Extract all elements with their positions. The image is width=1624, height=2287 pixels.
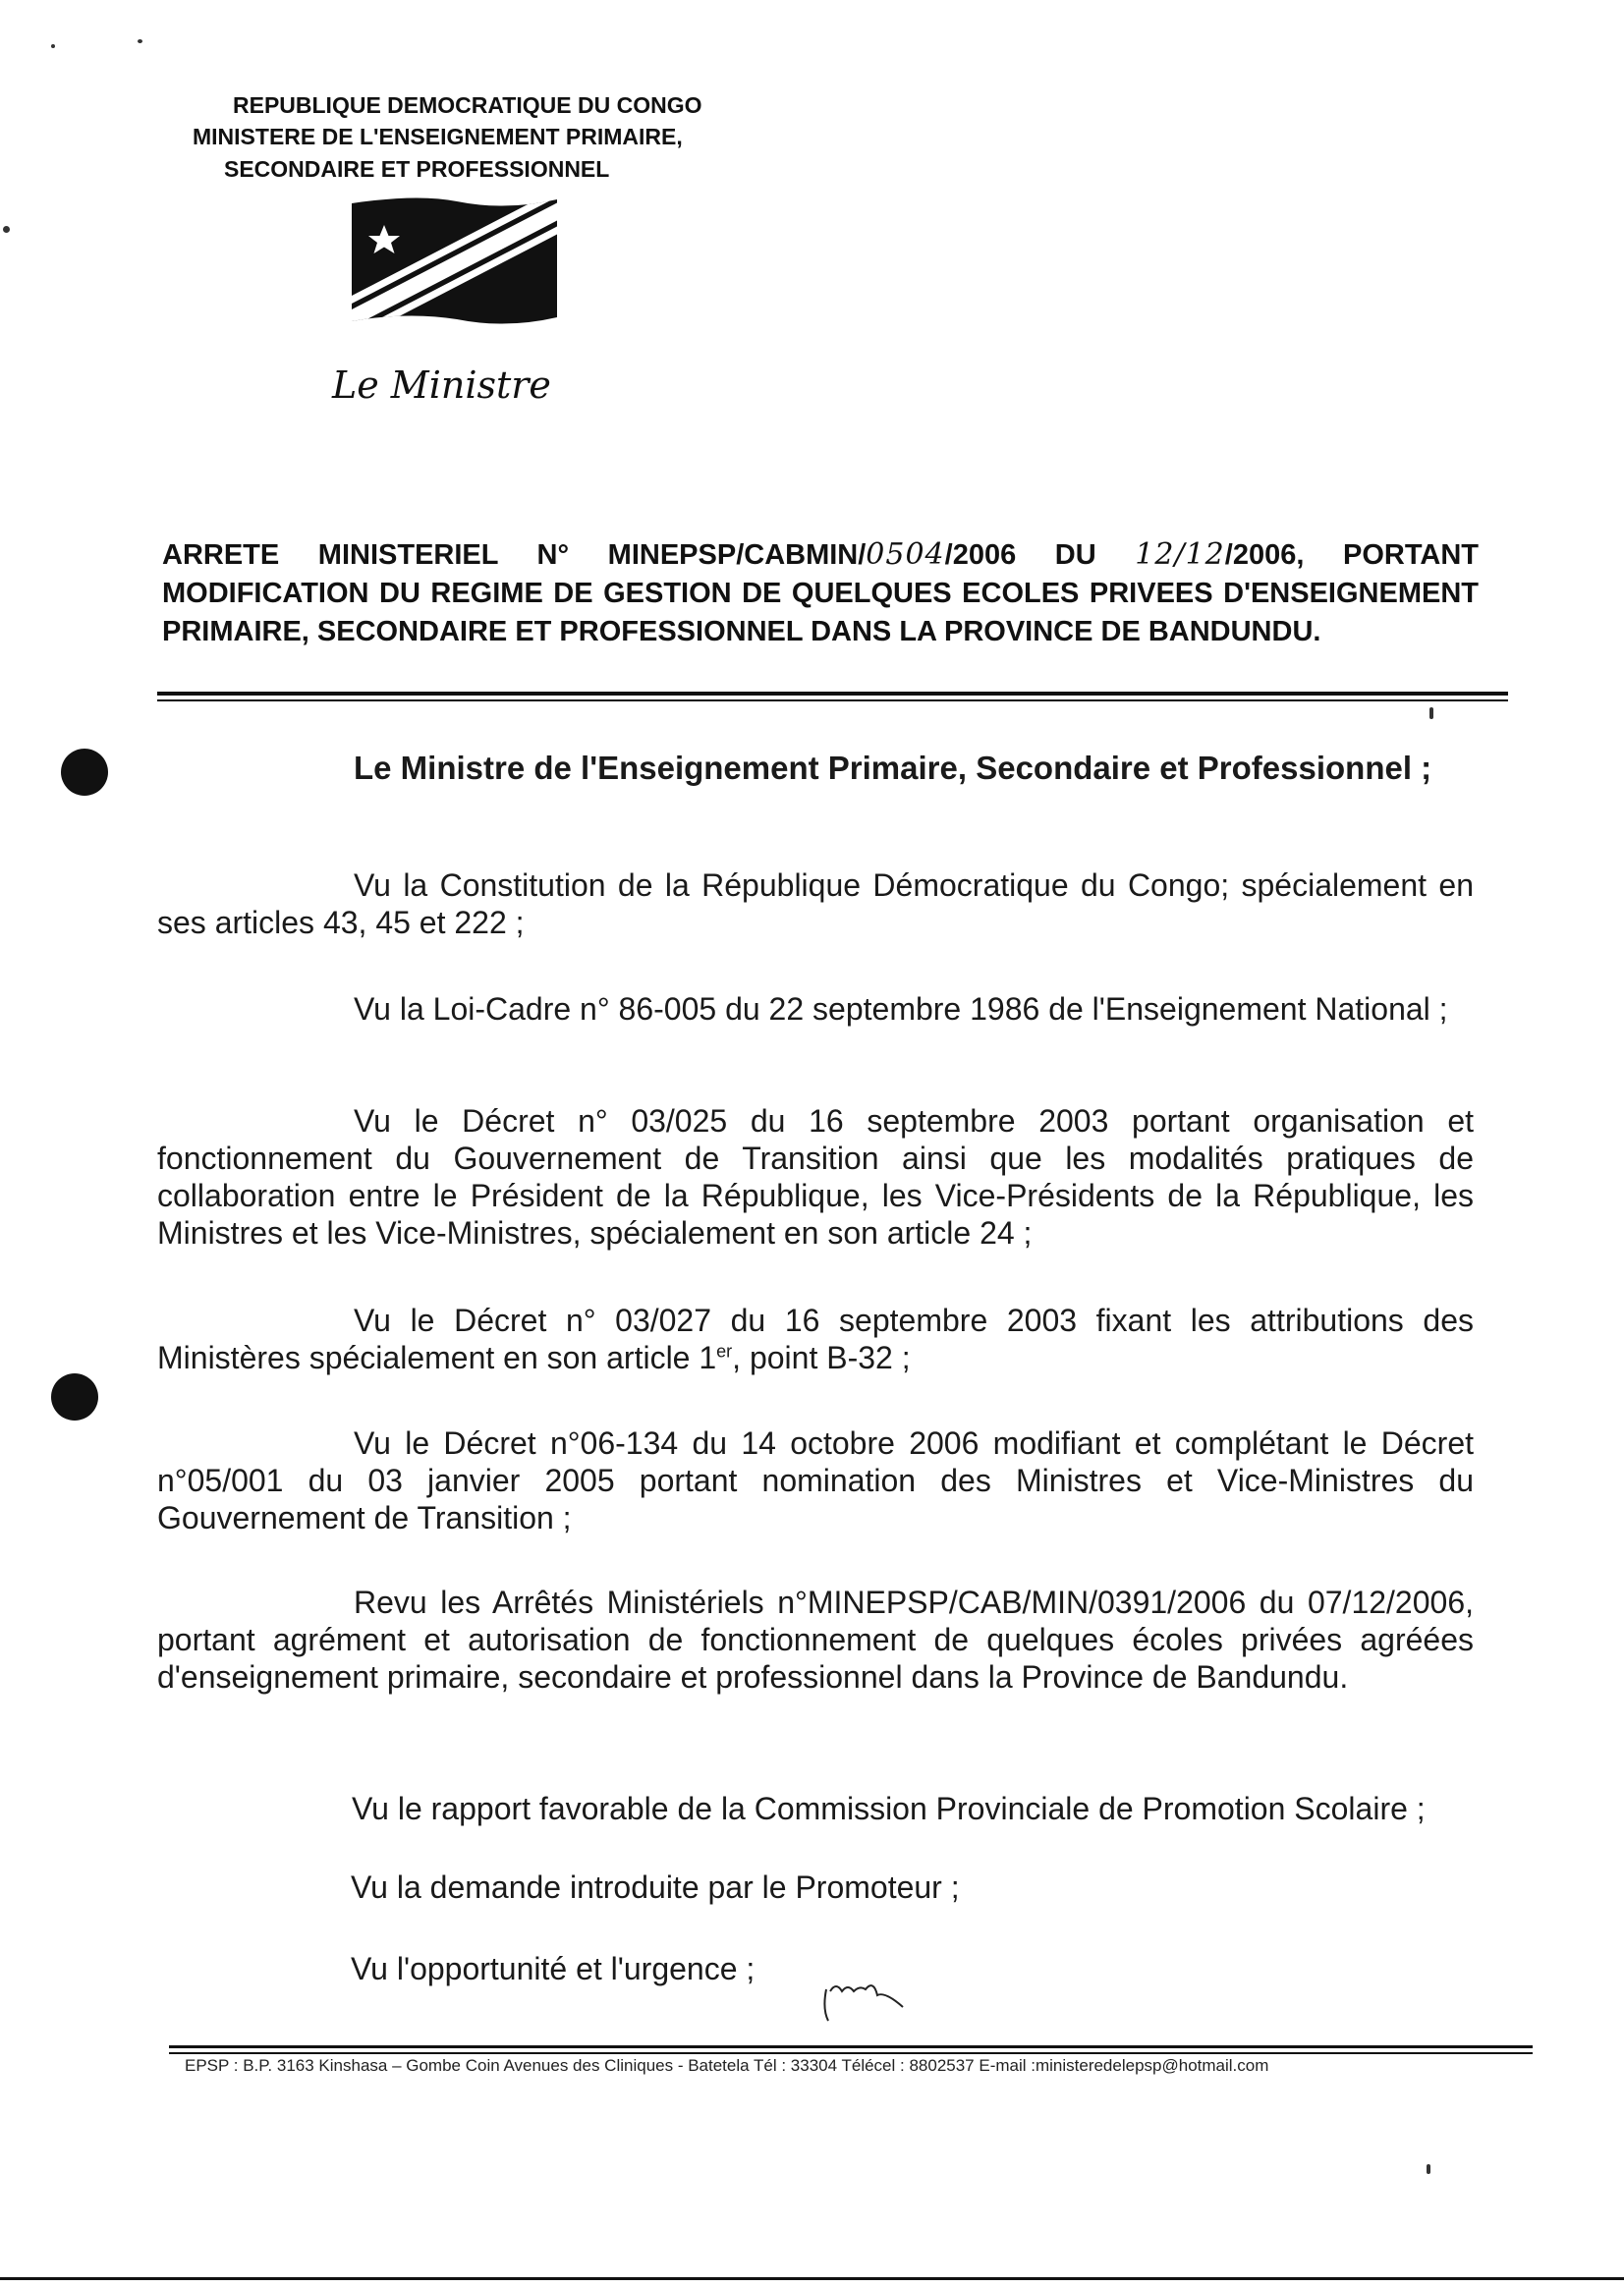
footer-contact: EPSP : B.P. 3163 Kinshasa – Gombe Coin Avenues des Cliniques - Batetela Tél : 33304 Télécel : 8802537 E-mail :ministeredelepsp@hotmail.com: [185, 2056, 1269, 2075]
scan-speck: [1429, 707, 1433, 719]
intro-paragraph: Le Ministre de l'Enseignement Primaire, Secondaire et Professionnel ;: [354, 750, 1432, 786]
footer-rule-top: [169, 2045, 1533, 2048]
paragraph-loi-cadre: Vu la Loi-Cadre n° 86-005 du 22 septembre 1986 de l'Enseignement National ;: [354, 991, 1448, 1027]
page-edge-line: [0, 2277, 1624, 2280]
punch-hole-top: [61, 749, 108, 796]
paragraph-decret-03-025: Vu le Décret n° 03/025 du 16 septembre 2003 portant organisation et fonctionnement du Gouvernement de Transition ainsi que les modalités pratiques de collaboration entre le Président de la République, les Vice-Présidents de la République, les Ministres et les Vice-Ministres, spécialement en son article 24 ;: [157, 1103, 1474, 1251]
paragraph-arretes: Revu les Arrêtés Ministériels n°MINEPSP/CAB/MIN/0391/2006 du 07/12/2006, portant agrément et autorisation de fonctionnement de quelques écoles privées agréées d'enseignement primaire, secondaire et professionnel dans la Province de Bandundu.: [157, 1585, 1474, 1695]
scan-speck: [51, 44, 55, 48]
decree-title: ARRETE MINISTERIEL N° MINEPSP/CABMIN/0504/2006 DU 12/12/2006, PORTANT MODIFICATION DU REGIME DE GESTION DE QUELQUES ECOLES PRIVEES D'ENSEIGNEMENT PRIMAIRE, SECONDAIRE ET PROFESSIONNEL DANS LA PROVINCE DE BANDUNDU.: [162, 537, 1479, 647]
handwritten-month: 12: [1185, 537, 1225, 572]
handwritten-day: 12: [1135, 537, 1175, 572]
paragraph-rapport: Vu le rapport favorable de la Commission Provinciale de Promotion Scolaire ;: [352, 1791, 1426, 1826]
scan-speck: [1427, 2164, 1430, 2174]
header-country: REPUBLIQUE DEMOCRATIQUE DU CONGO: [233, 92, 702, 118]
header-ministry-line2: SECONDAIRE ET PROFESSIONNEL: [224, 156, 610, 182]
header-ministry-line1: MINISTERE DE L'ENSEIGNEMENT PRIMAIRE,: [193, 124, 683, 149]
paragraph-constitution: Vu la Constitution de la République Démocratique du Congo; spécialement en ses articles 43, 45 et 222 ;: [157, 867, 1474, 940]
minister-heading: Le Ministre: [332, 363, 551, 407]
footer-rule-bottom: [169, 2052, 1533, 2054]
title-rule-bottom: [157, 699, 1508, 701]
flag-emblem: [349, 192, 560, 329]
paragraph-decret-06-134: Vu le Décret n°06-134 du 14 octobre 2006 modifiant et complétant le Décret n°05/001 du 03 janvier 2005 portant nomination des Ministres et Vice-Ministres du Gouvernement de Transition ;: [157, 1425, 1474, 1535]
handwritten-number: 0504: [866, 537, 945, 572]
paragraph-decret-03-027: Vu le Décret n° 03/027 du 16 septembre 2003 fixant les attributions des Ministères spécialement en son article 1er, point B-32 ;: [157, 1303, 1474, 1375]
scan-speck: [138, 39, 142, 43]
title-rule-top: [157, 692, 1508, 696]
scan-speck: [3, 226, 10, 233]
paragraph-demande: Vu la demande introduite par le Promoteur ;: [351, 1869, 960, 1905]
punch-hole-bottom: [51, 1373, 98, 1421]
initials-signature: [820, 1970, 909, 2034]
paragraph-urgence: Vu l'opportunité et l'urgence ;: [351, 1951, 756, 1986]
